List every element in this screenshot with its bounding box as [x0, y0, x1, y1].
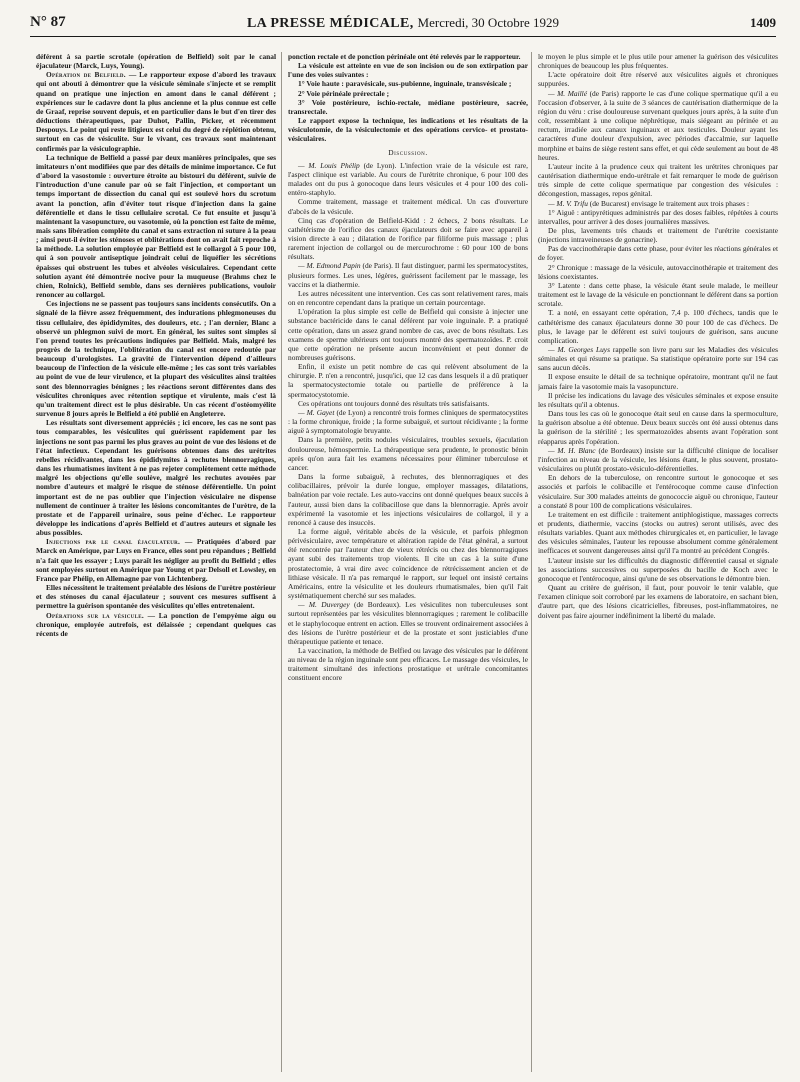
paragraph [538, 199, 778, 208]
paragraph [36, 537, 276, 583]
paragraph [538, 308, 778, 345]
paragraph-lead: — M. Gayet [298, 407, 335, 417]
paragraph [288, 197, 528, 215]
paragraph-text: 3° Voie postérieure, ischio-rectale, médiane postérieure, sacrée, transrectale. [288, 97, 528, 116]
paragraph-text: 3° Latente : dans cette phase, la vésicule étant seule malade, le meilleur traitement est le lavage de la vésicule en ponctionnant le déférent dans sa portion scrotale. [538, 280, 778, 309]
paragraph-lead: — M. V. Trifu [548, 198, 588, 208]
paragraph-lead: — M. Maillé [548, 88, 588, 98]
paragraph-text: En dehors de la tuberculose, on rencontre surtout le gonocoque et ses associés et parfois le colibacille et l'entérocoque comme cause d'infection vésiculaire. Sur 300 malades atteints de gonococcie aiguë ou chronique, l'auteur a constaté 8 pour 100 de complications vésiculaires. [538, 473, 778, 510]
paragraph-text: La vésicule est atteinte en vue de son incision ou de son extirpation par l'une des voies suivantes : [288, 61, 528, 80]
paragraph-text: Il expose ensuite le détail de sa technique opératoire, montrant qu'il ne faut jamais faire la vasotomie mais la vasopuncture. [538, 372, 778, 391]
paragraph-lead: — M. Duvergey [298, 600, 350, 610]
paragraph [538, 162, 778, 199]
paragraph [538, 89, 778, 162]
paragraph [288, 216, 528, 262]
paragraph [36, 70, 276, 152]
paragraph [288, 472, 528, 527]
paragraph-text: ponction rectale et de ponction périnéale ont été relevés par le rapporteur. [288, 52, 521, 61]
paragraph-text: (de Lyon). L'infection vraie de la vésicule est rare, l'aspect clinique est variable. Au cours de l'urétrite chronique, 6 pour 100 des malades ont du pus à gonocoque dans leurs vésicules et 4 pour 100 des coli-entéro-staphylo. [288, 160, 528, 198]
paragraph-text: 1° Voie haute : paravésicale, sus-pubienne, inguinale, transvésicale ; [298, 79, 512, 89]
paragraph-text: (de Paris) rapporte le cas d'une colique spermatique qu'il a eu l'occasion d'observer, à la suite de 3 séances de cautérisation diathermique de la région du véru : crise douloureuse survenant quelques jours après, à la suite d'un coït, ressemblant à une colique néphrétique, mais siégeant au périnée et au rectum, irradiée aux canaux inguinaux et aux testicules. Douleur ayant les caractères d'une douleur d'expulsion, avec périodes d'accalmie, sur laquelle morphine et bains de siège restent sans effet, et qui cède seulement au bout de 48 heures. [538, 88, 778, 162]
paragraph-text: rappelle son livre paru sur les Maladies des vésicules séminales et qui résume sa pratique. Sa statistique opératoire porte sur 194 cas sans aucun décès. [538, 345, 778, 373]
paragraph [288, 52, 528, 61]
paragraph [538, 52, 778, 70]
paragraph [538, 510, 778, 556]
paragraph [36, 153, 276, 300]
paragraph-text: 1° Aiguë : antipyrétiques administrés par des doses faibles, répétées à courts intervalles, pour arriver à des doses journalières massives. [538, 207, 778, 226]
journal-title: LA PRESSE MÉDICALE, [246, 16, 414, 31]
paragraph-text: (de Lyon) a rencontré trois formes cliniques de spermatocystites : la forme chronique, froide ; la forme subaiguë, et surtout récidivante ; la forme aiguë à symptomatologie bruyante. [288, 407, 528, 436]
paragraph [288, 435, 528, 472]
paragraph [288, 79, 528, 88]
paragraph-text: — La ponction de l'empyème aigu ou chronique, employée autrefois, est délaissée ; cependant quelques cas récents de [36, 610, 276, 638]
paragraph [538, 409, 778, 446]
paragraph-text: Comme traitement, massage et traitement médical. Un cas d'ouverture d'abcès de la vésicule. [288, 197, 528, 216]
paragraph-text: Elles nécessitent le traitement préalable des lésions de l'urètre postérieur et des sténoses du canal éjaculateur ; souvent ces mesures suffisent à permettre la guérison spontanée des vésiculites qu'elles entretenaient. [36, 583, 276, 611]
paragraph [288, 362, 528, 399]
paragraph [538, 556, 778, 583]
paragraph-text: (de Bordeaux). Les vésiculites non tuberculeuses sont surtout représentées par les vésiculites blennorragiques ; rarement le colibacille et le staphylocoque entrent en action. Elles se trouvent ordinairement associées à des lésions de l'urètre postérieur et de la prostate et sont justiciables d'une thérapeutique patiente et tenace. [288, 600, 528, 646]
page-number: 1409 [750, 15, 776, 30]
paragraph-text: Pas de vaccinothérapie dans cette phase, pour éviter les réactions générales et de foyer. [538, 244, 778, 263]
paragraph-text: Le traitement en est difficile : traitement antiphlogistique, massages corrects et prudents, diathermie, vaccins (stocks ou autres) seront utilisés, avec des résultats variables. Quant aux méthodes chirurgicales et, en particulier, le lavage des vésicules séminales, l'auteur les repousse absolument comme généralement inefficaces et souvent dangereuses ainsi qu'il l'a montré au précédent Congrès. [538, 509, 778, 556]
paragraph [538, 244, 778, 262]
section-heading: Discussion. [388, 147, 428, 157]
paragraph [538, 226, 778, 244]
paragraph-text: — Pratiquées d'abord par Marck en Amérique, par Luys en France, elles sont peu répandues ; Belfield n'a fait que les essayer ; Luys paraît les négliger au profit du Belfield ; elles sont employées surtout en Amérique par Young et par Delsoll et Lowsley, en France par Phélip, en Allemagne par von Lichtenberg. [36, 537, 276, 583]
issue-number: N° 87 [30, 14, 66, 30]
paragraph-lead: — M. Edmond Papin [298, 261, 361, 271]
paragraph-text: Quant au critère de guérison, il faut, pour pouvoir le tenir valable, que l'examen clinique soit corroboré par les examens de laboratoire, en sachant bien, d'autre part, que des lésions cicatricielles, fibreuses, post-inflammatoires, ne doivent pas faire ajourner indéfiniment la liberté du malade. [538, 583, 778, 620]
paragraph [36, 611, 276, 638]
paragraph-lead: — M. Louis Phélip [298, 160, 360, 170]
paragraph-text: T. a noté, en essayant cette opération, 7,4 p. 100 d'échecs, tandis que le cathétérisme des canaux éjaculateurs donne 30 pour 100 de cas d'échecs. De plus, le lavage par le déférent est suivi toujours de guérison, sans aucune complication. [538, 308, 778, 345]
paragraph [288, 161, 528, 198]
paragraph [288, 98, 528, 116]
paragraph-text: 2° Chronique : massage de la vésicule, autovaccinothérapie et traitement des lésions coexistantes. [538, 262, 778, 281]
paragraph-text: — Le rapporteur expose d'abord les travaux qui ont abouti à démontrer que la vésicule séminale s'injecte et se remplit quand on pratique une injection en amont dans le canal déférent ; expériences sur le cadavre dont la plus ancienne et la plus connue est celle de Graaf, reprise souvent depuis, et en particulier dans le but d'en tirer des déductions thérapeutiques, par Duhot, Pallin, Picker, et récemment Despouys. Le point qui reste litigieux est celui du degré de réplétion obtenu, surtout en cas de vésiculite. Sur le vivant, ces travaux sont maintenant confirmés par la vésiculographie. [36, 70, 276, 153]
paragraph [288, 600, 528, 646]
paragraph [288, 261, 528, 288]
paragraph-text: L'acte opératoire doit être réservé aux vésiculites aiguës et chroniques suppurées. [538, 70, 778, 89]
paragraph-text: Cinq cas d'opération de Belfield-Kidd : 2 échecs, 2 bons résultats. Le cathétérisme de l'orifice des canaux éjaculateurs doit se faire avec appareil à vision directe à eau ; dilatation de l'orifice par filiforme puis massage ; plus rarement injection de collargol ou de mercurochrome : 60 pour 100 de bons résultats. [288, 215, 528, 262]
paragraph-text: Le rapport expose la technique, les indications et les résultats de la vésiculotomie, de la vésiculectomie et des opérations cervico- et prostato-vésiculaires. [288, 116, 528, 144]
paragraph [538, 473, 778, 510]
paragraph [288, 408, 528, 435]
paragraph [36, 418, 276, 537]
paragraph [288, 646, 528, 683]
page-header [30, 14, 776, 37]
column-divider [531, 52, 532, 1072]
paragraph-text: L'opération la plus simple est celle de Belfield qui consiste à injecter une substance bactéricide dans le canal déférent par voie inguinale. P. a pratiqué cette opération, dans un assez grand nombre de cas, avec de bons résultats. Les examens de sperme ultérieurs ont toujours montré des spermatozoïdes. P. croit que cette opération ne présente aucun inconvénient et peut donner de nombreuses guérisons. [288, 307, 528, 362]
paragraph-text: Ces opérations ont toujours donné des résultats très satisfaisants. [298, 398, 490, 408]
paragraph [538, 208, 778, 226]
paragraph [538, 281, 778, 308]
journal-title-line [30, 15, 776, 32]
paragraph-text: La forme aiguë, véritable abcès de la vésicule, et parfois phlegmon périvésiculaire, avec température et altération rapide de l'état général, a surtout été rencontrée par l'auteur chez de vieux rétrécis ou chez des blennorragiques ayant subi des traitements trop violents. Il cite un cas à la suite d'une prostatectomie, à vrai dire avec coïncidence de rétrécissement ancien et de lithiase vésicale. Il n'a pas remarqué le rapport, sur lequel ont insisté certains Américains, entre la vésiculite et les douleurs rhumatismales, bien qu'il l'ait systématiquement cherché sur ses malades. [288, 526, 528, 601]
paragraph-text: (de Paris). Il faut distinguer, parmi les spermatocystites, plusieurs formes. Les unes, légères, guérissent facilement par le massage, les vaccins et la diathermie. [288, 261, 528, 289]
paragraph [288, 89, 528, 98]
text-column-1 [36, 52, 276, 1072]
paragraph-text: 2° Voie périnéale prérectale ; [298, 88, 390, 98]
paragraph [36, 52, 276, 70]
column-divider [281, 52, 282, 1072]
paragraph [288, 116, 528, 143]
paragraph-lead: Opération de Belfield. [46, 70, 126, 80]
paragraph [36, 583, 276, 610]
paragraph [538, 70, 778, 88]
paragraph [538, 372, 778, 390]
paragraph [288, 61, 528, 79]
paragraph [538, 345, 778, 372]
paragraph-text: La vaccination, la méthode de Belfied ou lavage des vésicules par le déférent au niveau de la région inguinale sont peu efficaces. Le massage des vésicules, le traitement simultané des infections prostatique et urétrale concomitantes constituent encore [288, 646, 528, 683]
paragraph-text: Dans tous les cas où le gonocoque était seul en cause dans la spermoculture, la guérison absolue a été obtenue. Deux beaux succès ont été aussi obtenus dans la guérison de la stérilité ; les spermatozoïdes absents avant l'opération sont réapparus après l'opération. [538, 409, 778, 446]
paragraph-text: Les résultats sont diversement appréciés ; ici encore, les cas ne sont pas tous comparables, les vésiculites qui guérissent rapidement par les injections ne sont pas parmi les plus graves au point de vue des lésions et de l'état infectieux. Cependant les guérisons obtenues dans des urétrites rebelles récidivantes, dans les épididymites à rechutes blennorragiques, dans les rhumatismes invitent à ne pas rejeter complètement cette méthode malgré les objections qu'elle soulève, malgré les rechutes avouées par nombre d'auteurs et malgré le risque de sténose déférentielle. Un point important est de ne pas oublier que l'injection vésiculaire ne dispense nullement de continuer à traiter les lésions concomitantes de l'urètre, de la prostate et de l'appareil urinaire, sous peine d'échec. Le rapporteur développe les indications d'après Belfield et d'autres auteurs et signale les abus possibles. [36, 418, 276, 538]
paragraph [288, 399, 528, 408]
paragraph-lead: — M. Georges Luys [548, 345, 610, 354]
paragraph-lead: Injections par le canal éjaculateur. [46, 537, 181, 547]
paragraph [538, 263, 778, 281]
paragraph [538, 583, 778, 620]
paragraph-text: le moyen le plus simple et le plus utile pour amener la guérison des vésiculites chroniques de beaucoup les plus fréquentes. [538, 52, 778, 71]
issue-date: Mercredi, 30 Octobre 1929 [417, 15, 560, 30]
paragraph-text: (de Bucarest) envisage le traitement aux trois phases : [587, 198, 750, 208]
paragraph [288, 527, 528, 600]
text-column-3 [538, 52, 778, 1072]
paragraph-lead: Opérations sur la vésicule. [46, 610, 144, 620]
paragraph-text: La technique de Belfield a passé par deux manières principales, que ses imitateurs n'ont modifiées que par des détails de minime importance. Ce fut d'abord la vasostomie : ouverture étroite au bistouri du déférent, suivie de l'introduction d'une canule par où se fait l'injection, et comportant un temps important de dissection du canal qui est soulevé hors du scrotum avant la ponction, afin d'éviter tout risque d'injection dans la gaine déférentielle et dans le tissu cellulaire scrotal. Ce fut ensuite et jusqu'à maintenant la vasopuncture, ou vasotomie, où la ponction est faite de même, mais sans libération complète du canal et sans extraction ni suture à la peau ; ainsi peut-il éviter les sténoses et oblitérations dont on avait fait reproche à la méthode. La solution employée par Belfield est le collargol à 5 pour 100, qui à son pouvoir antiseptique joindrait celui de liquéfier les sécrétions épaisses qui obstruent les tubes et alvéoles vésiculaires. Cependant cette solution ayant été démontrée nocive pour la muqueuse (Brahms chez le chien, Rolnick), Belfield semble, dans ses dernières publications, vouloir renoncer au collargol. [36, 152, 276, 300]
text-column-2 [288, 52, 528, 1072]
paragraph-text: Il précise les indications du lavage des vésicules séminales et expose ensuite les résultats qu'il a obtenus. [538, 390, 778, 409]
paragraph-lead: — M. H. Blanc [548, 445, 596, 455]
paragraph-text: Ces injections ne se passent pas toujours sans incidents consécutifs. On a signalé de la fièvre assez fréquemment, des indurations phlegmoneuses du tissu cellulaire, des épididymites, des douleurs, etc. ; l'an dernier, Blanc a observé un phlegmon suivi de mort. En général, les suites sont simples si l'on prend toutes les précautions indiquées par Belfield. Mais, malgré les progrès de la technique, l'oblitération du canal est encore redoutée par beaucoup d'urologistes. La gravité de l'intervention dépend d'ailleurs beaucoup de l'infection de la vésicule elle-même ; les cas sont très variables au point de vue de leur virulence, et la plupart des vésiculites ainsi traitées sont des blennorragies bénignes ; les réactions seront différentes dans des vésiculites chroniques avec rétention septique et virulente, mais c'est là qu'un traitement direct est le plus désirable. Un cas récent d'ostéomyélite survenue 8 jours après le Belfield a été publié en Angleterre. [36, 299, 276, 419]
paragraph [538, 391, 778, 409]
paragraph-text: L'auteur incite à la prudence ceux qui traitent les urétrites chroniques par cautérisation diathermique endo-urétrale et fait remarquer le mode de guérison très simple de cette colique spermatique par congestion des vésicules : décongestion, massages, repos génital. [538, 161, 778, 199]
paragraph [538, 446, 778, 473]
paragraph-text: L'auteur insiste sur les difficultés du diagnostic différentiel causal et signale les associations successives ou superposées du bacille de Koch avec le gonocoque et l'entérocoque, ainsi qu'une de ses observations le démontre bien. [538, 555, 778, 583]
paragraph-text: Dans la forme subaiguë, à rechutes, des blennorragiques et des colibacillaires, prévoir la durée longue, employer massages, dilatations, balnéation par voie rectale. Les auto-vaccins ont donné quelques beaux succès à l'auteur, aussi bien dans la colibacillose que dans la blennorragie. Après avoir expérimenté la vasotomie et les injections vésiculaires de collargol, il y a renoncé à cause des insuccès. [288, 472, 528, 527]
paragraph-text: Dans la première, petits nodules vésiculaires, troubles sexuels, éjaculation douloureuse, hémospermie. La thérapeutique sera prudente, le pronostic bénin après qu'on aura fait les examens nécessaires pour éliminer tuberculose et cancer. [288, 435, 528, 472]
paragraph [288, 289, 528, 307]
paragraph-text: De plus, lavements très chauds et traitement de l'urétrite coexistante (injections intraveineuses de gonacrine). [538, 225, 778, 245]
paragraph [288, 307, 528, 362]
paragraph [36, 299, 276, 418]
paragraph-text: déférent à sa partie scrotale (opération de Belfield) soit par le canal éjaculateur (Marck, Luys, Young). [36, 52, 276, 71]
paragraph-text: Les autres nécessitent une intervention. Ces cas sont relativement rares, mais on en rencontre cependant dans la pratique un certain pourcentage. [288, 288, 528, 308]
paragraph-text: Enfin, il existe un petit nombre de cas qui relèvent absolument de la chirurgie. P. n'en a rencontré, jusqu'ici, que 12 cas dans lesquels il a dû pratiquer la spermatocystectomie totale ou partielle de préférence à la spermatocystotomie. [288, 362, 528, 399]
paragraph-text: (de Bordeaux) insiste sur la difficulté clinique de localiser l'infection au niveau de la vésicule, les lésions étant, le plus souvent, prostato-vésiculaires ou plutôt prostato-vésiculo-déférentielles. [538, 445, 778, 474]
